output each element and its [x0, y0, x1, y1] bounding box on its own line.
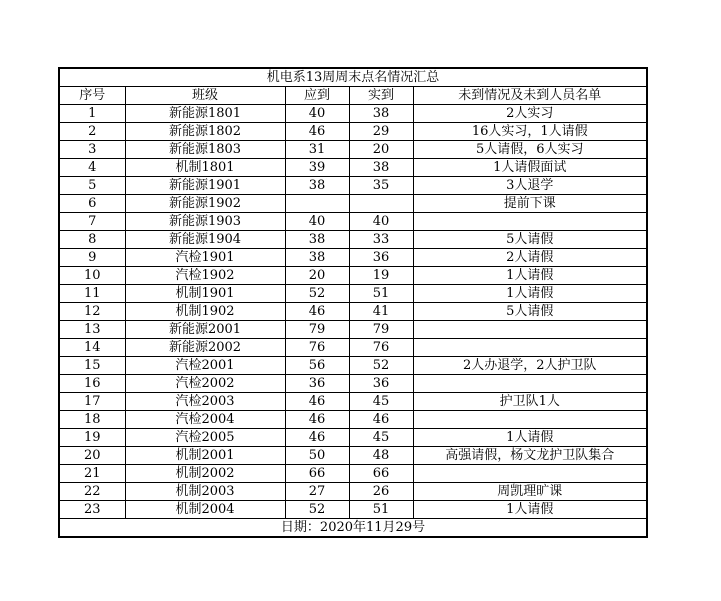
table-row — [59, 177, 647, 195]
cell-absence-notes — [413, 411, 647, 429]
table-row — [59, 465, 647, 483]
cell-present: 19 — [349, 267, 413, 285]
cell-present: 76 — [349, 339, 413, 357]
cell-class: 汽检1902 — [125, 267, 285, 285]
cell-serial: 1 — [59, 105, 125, 123]
cell-absence-notes: 3人退学 — [413, 177, 647, 195]
cell-absence-notes — [413, 339, 647, 357]
cell-expected: 38 — [285, 231, 349, 249]
table-row — [59, 195, 647, 213]
cell-class: 新能源2001 — [125, 321, 285, 339]
cell-expected — [285, 195, 349, 213]
header-present: 实到 — [349, 87, 413, 105]
cell-absence-notes: 高强请假，杨文龙护卫队集合 — [413, 447, 647, 465]
table-row — [59, 411, 647, 429]
cell-serial: 15 — [59, 357, 125, 375]
cell-expected: 52 — [285, 501, 349, 519]
cell-present — [349, 195, 413, 213]
cell-serial: 4 — [59, 159, 125, 177]
table-row — [59, 285, 647, 303]
cell-present: 52 — [349, 357, 413, 375]
cell-class: 机制1801 — [125, 159, 285, 177]
cell-expected: 46 — [285, 411, 349, 429]
cell-expected: 52 — [285, 285, 349, 303]
cell-absence-notes — [413, 321, 647, 339]
cell-present: 45 — [349, 393, 413, 411]
cell-present: 35 — [349, 177, 413, 195]
cell-serial: 3 — [59, 141, 125, 159]
cell-serial: 9 — [59, 249, 125, 267]
header-expected: 应到 — [285, 87, 349, 105]
cell-serial: 18 — [59, 411, 125, 429]
cell-absence-notes: 5人请假 — [413, 303, 647, 321]
table-row — [59, 105, 647, 123]
cell-class: 新能源1902 — [125, 195, 285, 213]
table-row — [59, 375, 647, 393]
cell-class: 新能源1901 — [125, 177, 285, 195]
cell-expected: 20 — [285, 267, 349, 285]
cell-present: 66 — [349, 465, 413, 483]
cell-serial: 6 — [59, 195, 125, 213]
cell-serial: 8 — [59, 231, 125, 249]
table-row — [59, 321, 647, 339]
cell-absence-notes — [413, 213, 647, 231]
table-row — [59, 249, 647, 267]
cell-expected: 76 — [285, 339, 349, 357]
sheet-title: 机电系13周周末点名情况汇总 — [59, 68, 647, 87]
cell-present: 40 — [349, 213, 413, 231]
cell-class: 机制1902 — [125, 303, 285, 321]
cell-absence-notes: 1人请假 — [413, 285, 647, 303]
cell-serial: 13 — [59, 321, 125, 339]
header-absence-notes: 未到情况及未到人员名单 — [413, 87, 647, 105]
cell-serial: 16 — [59, 375, 125, 393]
table-row — [59, 231, 647, 249]
cell-expected: 79 — [285, 321, 349, 339]
cell-serial: 7 — [59, 213, 125, 231]
cell-serial: 12 — [59, 303, 125, 321]
table-row — [59, 393, 647, 411]
cell-class: 机制2003 — [125, 483, 285, 501]
cell-present: 36 — [349, 375, 413, 393]
table-row — [59, 123, 647, 141]
table-row — [59, 303, 647, 321]
cell-class: 新能源1801 — [125, 105, 285, 123]
cell-class: 新能源1802 — [125, 123, 285, 141]
cell-expected: 40 — [285, 105, 349, 123]
table-row — [59, 429, 647, 447]
cell-absence-notes: 周凯理旷课 — [413, 483, 647, 501]
cell-serial: 20 — [59, 447, 125, 465]
cell-class: 汽检2004 — [125, 411, 285, 429]
cell-absence-notes: 1人请假面试 — [413, 159, 647, 177]
cell-expected: 46 — [285, 123, 349, 141]
table-row — [59, 501, 647, 519]
header-serial: 序号 — [59, 87, 125, 105]
cell-serial: 21 — [59, 465, 125, 483]
cell-present: 79 — [349, 321, 413, 339]
table-row — [59, 357, 647, 375]
cell-expected: 40 — [285, 213, 349, 231]
cell-serial: 23 — [59, 501, 125, 519]
cell-present: 20 — [349, 141, 413, 159]
cell-absence-notes: 2人实习 — [413, 105, 647, 123]
table-row — [59, 483, 647, 501]
cell-present: 26 — [349, 483, 413, 501]
table-row — [59, 339, 647, 357]
header-row — [59, 87, 647, 105]
cell-class: 汽检1901 — [125, 249, 285, 267]
cell-present: 46 — [349, 411, 413, 429]
cell-class: 汽检2003 — [125, 393, 285, 411]
cell-absence-notes — [413, 375, 647, 393]
cell-absence-notes: 1人请假 — [413, 429, 647, 447]
cell-class: 新能源1903 — [125, 213, 285, 231]
cell-expected: 46 — [285, 429, 349, 447]
cell-present: 51 — [349, 501, 413, 519]
cell-class: 新能源1904 — [125, 231, 285, 249]
cell-expected: 56 — [285, 357, 349, 375]
cell-expected: 50 — [285, 447, 349, 465]
title-row — [59, 68, 647, 87]
cell-present: 38 — [349, 105, 413, 123]
cell-serial: 11 — [59, 285, 125, 303]
cell-absence-notes: 2人请假 — [413, 249, 647, 267]
cell-expected: 36 — [285, 375, 349, 393]
cell-expected: 31 — [285, 141, 349, 159]
cell-serial: 19 — [59, 429, 125, 447]
cell-class: 汽检2001 — [125, 357, 285, 375]
cell-absence-notes — [413, 465, 647, 483]
attendance-summary-table — [58, 67, 648, 538]
table-row — [59, 267, 647, 285]
report-date: 日期：2020年11月29号 — [59, 519, 647, 538]
cell-present: 33 — [349, 231, 413, 249]
cell-expected: 38 — [285, 177, 349, 195]
cell-present: 36 — [349, 249, 413, 267]
table-row — [59, 213, 647, 231]
cell-expected: 38 — [285, 249, 349, 267]
cell-serial: 22 — [59, 483, 125, 501]
cell-present: 45 — [349, 429, 413, 447]
cell-serial: 2 — [59, 123, 125, 141]
cell-absence-notes: 护卫队1人 — [413, 393, 647, 411]
cell-absence-notes: 16人实习，1人请假 — [413, 123, 647, 141]
cell-present: 41 — [349, 303, 413, 321]
cell-expected: 66 — [285, 465, 349, 483]
cell-class: 机制2004 — [125, 501, 285, 519]
cell-serial: 17 — [59, 393, 125, 411]
footer-row — [59, 519, 647, 538]
cell-class: 汽检2005 — [125, 429, 285, 447]
cell-expected: 46 — [285, 303, 349, 321]
cell-class: 机制2002 — [125, 465, 285, 483]
cell-expected: 46 — [285, 393, 349, 411]
cell-present: 29 — [349, 123, 413, 141]
cell-class: 汽检2002 — [125, 375, 285, 393]
cell-absence-notes: 2人办退学，2人护卫队 — [413, 357, 647, 375]
cell-present: 38 — [349, 159, 413, 177]
cell-present: 51 — [349, 285, 413, 303]
cell-class: 机制1901 — [125, 285, 285, 303]
table-row — [59, 159, 647, 177]
table-body — [59, 68, 647, 537]
cell-absence-notes: 1人请假 — [413, 267, 647, 285]
cell-present: 48 — [349, 447, 413, 465]
table-row — [59, 447, 647, 465]
table-row — [59, 141, 647, 159]
cell-class: 新能源1803 — [125, 141, 285, 159]
cell-serial: 14 — [59, 339, 125, 357]
cell-absence-notes: 5人请假 — [413, 231, 647, 249]
cell-expected: 39 — [285, 159, 349, 177]
cell-absence-notes: 5人请假，6人实习 — [413, 141, 647, 159]
cell-absence-notes: 1人请假 — [413, 501, 647, 519]
cell-serial: 10 — [59, 267, 125, 285]
cell-class: 机制2001 — [125, 447, 285, 465]
cell-serial: 5 — [59, 177, 125, 195]
cell-expected: 27 — [285, 483, 349, 501]
cell-class: 新能源2002 — [125, 339, 285, 357]
header-class: 班级 — [125, 87, 285, 105]
cell-absence-notes: 提前下课 — [413, 195, 647, 213]
